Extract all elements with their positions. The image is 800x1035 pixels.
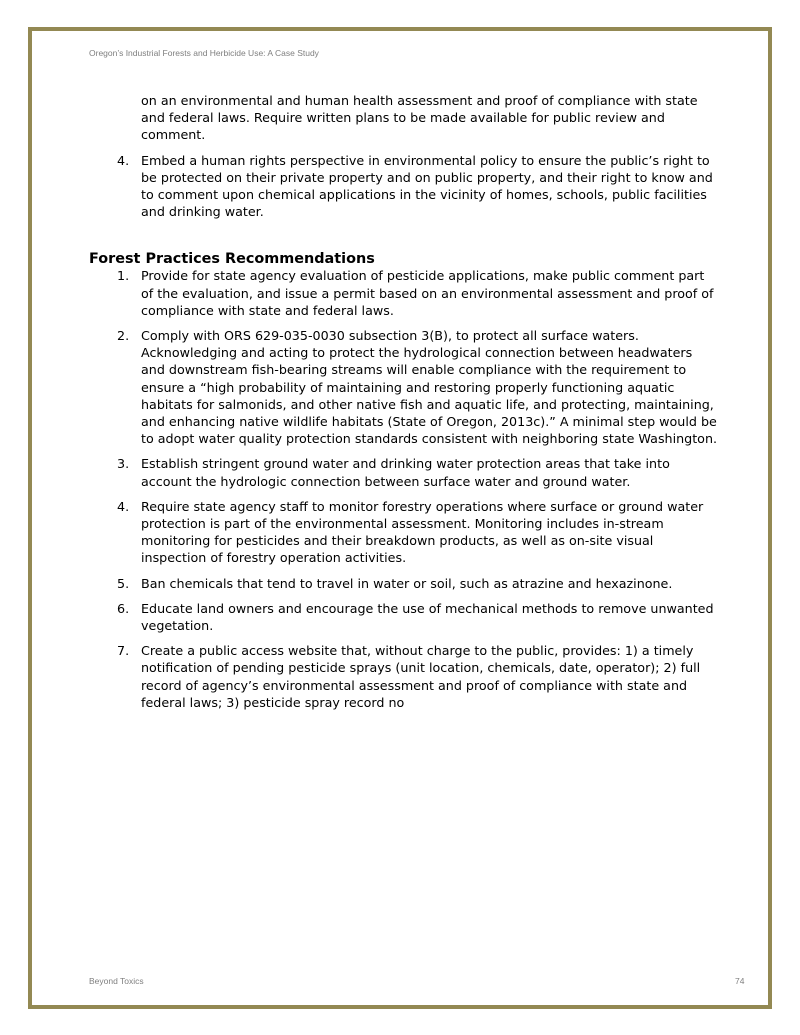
list-item-text: Provide for state agency evaluation of pesticide applications, make public comment part of the evaluation, and issue a permit based on an environmental assessment and proof of compliance with state and federal laws. — [141, 268, 714, 318]
list-item-text: Ban chemicals that tend to travel in water or soil, such as atrazine and hexazinone. — [141, 575, 673, 591]
list-number: 1. — [117, 268, 130, 284]
list-item — [89, 152, 719, 221]
page-body — [89, 92, 719, 719]
list-number: 3. — [117, 456, 130, 472]
list-item-text: Educate land owners and encourage the use of mechanical methods to remove unwanted vegetation. — [141, 600, 714, 634]
list-number: 6. — [117, 600, 130, 616]
list-item-text: Create a public access website that, without charge to the public, provides: 1) a timely notification of pending pesticide sprays (unit location, chemicals, date, operator); 2) full record of agency’s environmental assessment and proof of compliance with state and federal laws; 3) pesticide spray record no — [141, 643, 701, 710]
list-item — [89, 498, 719, 567]
list-item — [89, 327, 719, 447]
list-number: 7. — [117, 643, 130, 659]
list-item-text: Embed a human rights perspective in environmental policy to ensure the public’s right to be protected on their private property and on public property, and their right to know and to comment upon chemical applications in the vicinity of homes, schools, public facilities and drinking water. — [141, 152, 713, 220]
list-item — [89, 575, 719, 592]
list-number: 4. — [117, 498, 130, 514]
page-number: 74 — [735, 976, 745, 986]
section-heading: Forest Practices Recommendations — [89, 251, 375, 268]
list-item — [89, 642, 719, 711]
list-item-text: Require state agency staff to monitor forestry operations where surface or ground water protection is part of the environmental assessment. Monitoring includes in-stream monitoring for pesticides and their breakdown products, as well as on-site visual inspection of forestry operation activities. — [141, 498, 704, 566]
list-number: 5. — [117, 575, 130, 591]
footer-organization: Beyond Toxics — [89, 976, 144, 986]
list-item-text: Establish stringent ground water and drinking water protection areas that take into account the hydrologic connection between surface water and ground water. — [141, 456, 670, 489]
list-item — [89, 455, 719, 489]
list-number: 2. — [117, 328, 130, 344]
running-header: Oregon’s Industrial Forests and Herbicide Use: A Case Study — [89, 48, 319, 58]
continued-paragraph: on an environmental and human health assessment and proof of compliance with state and federal laws. Require written plans to be made available for public review and comment. — [141, 93, 698, 143]
forest-practices-list — [89, 267, 719, 711]
list-item-text: Comply with ORS 629-035-0030 subsection 3(B), to protect all surface waters. Acknowledging and acting to protect the hydrological connection between headwaters and downstream fish-bearing streams will enable compliance with the requirement to ensure a “high probability of maintaining and restoring properly functioning aquatic habitats for salmonids, and other native fish and aquatic life, and protecting, maintaining, and enhancing native wildlife habitats (State of Oregon, 2013c).” A minimal step would be to adopt water quality protection standards consistent with neighboring state Washington. — [141, 328, 718, 447]
list-item — [89, 600, 719, 634]
list-item — [89, 267, 719, 319]
list-number: 4. — [117, 152, 130, 168]
top-recommendation-list — [89, 152, 719, 221]
